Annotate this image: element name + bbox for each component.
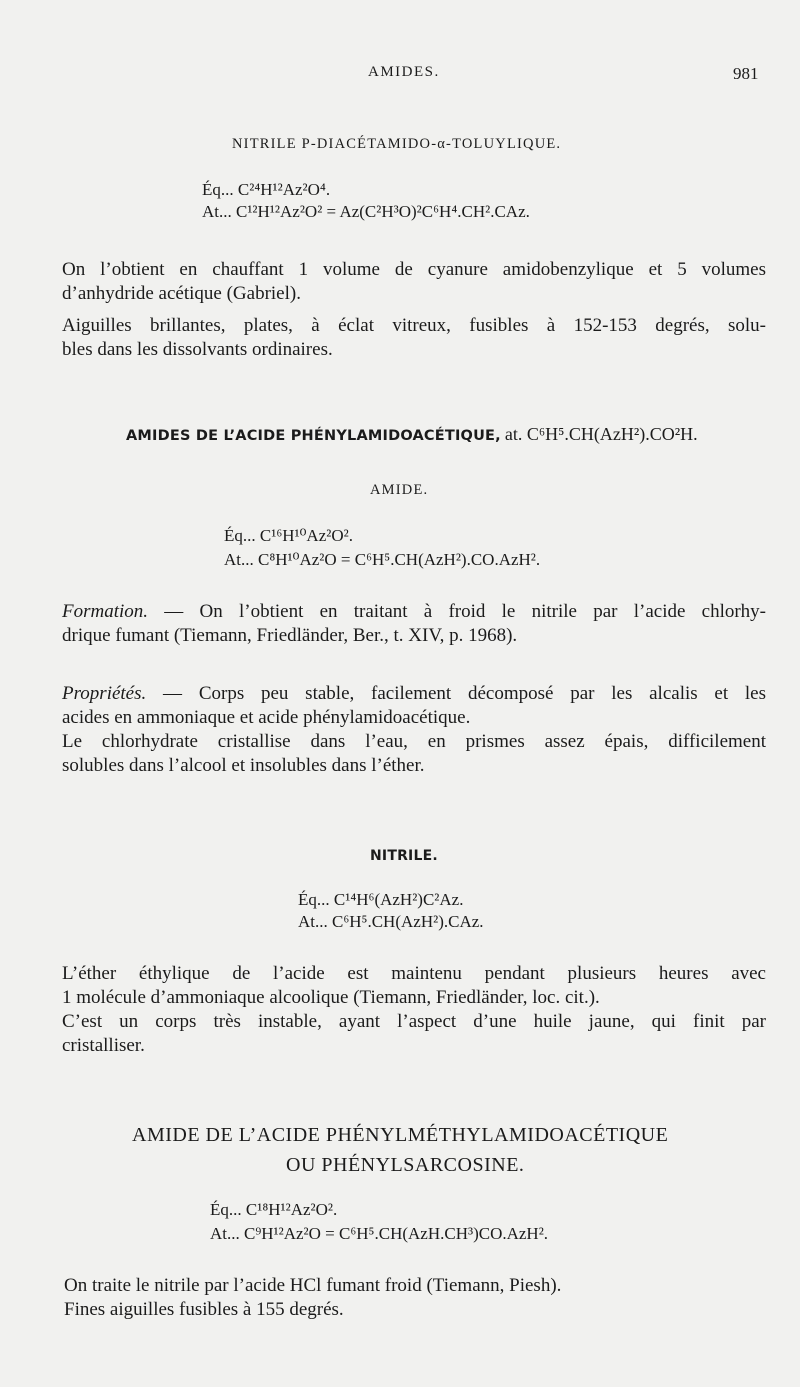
section-title-nitrile-diacetamido: NITRILE P-DIACÉTAMIDO-α-TOLUYLIQUE.: [232, 136, 562, 152]
proprietes-label: Propriétés.: [62, 683, 147, 704]
formula-eq: Éq... C¹⁶H¹⁰Az²O².: [224, 526, 353, 545]
paragraph-preparation: On l’obtient en chauffant 1 volume de cyanure amidobenzylique et 5 volumes d’anhydride acétique (Gabriel).: [62, 259, 766, 304]
subtitle-amide: AMIDE.: [370, 482, 429, 498]
running-title: AMIDES.: [368, 64, 440, 80]
page-number: 981: [733, 64, 759, 83]
formula-eq: Éq... C²⁴H¹²Az²O⁴.: [202, 180, 331, 199]
formula-at: At... C⁸H¹⁰Az²O = C⁶H⁵.CH(AzH²).CO.AzH².: [224, 550, 541, 569]
section-title-phenylmethylamidoacetique: AMIDE DE L’ACIDE PHÉNYLMÉTHYLAMIDOACÉTIQUE: [132, 1124, 669, 1146]
section-title-phenylamidoacetique: AMIDES DE L’ACIDE PHÉNYLAMIDOACÉTIQUE, at. C⁶H⁵.CH(AzH²).CO²H.: [126, 424, 698, 444]
formula-at: At... C¹²H¹²Az²O² = Az(C²H³O)²C⁶H⁴.CH².CAz.: [202, 202, 530, 221]
section-subtitle-phenylsarcosine: OU PHÉNYLSARCOSINE.: [286, 1154, 525, 1176]
paragraph-ether: L’éther éthylique de l’acide est maintenu pendant plusieurs heures avec 1 molécule d’ammoniaque alcoolique (Tiemann, Friedländer, loc. cit.). C’est un corps très instable, ayant l’aspect d’une huile jaune, qui finit par cristalliser.: [62, 963, 766, 1056]
formula-at: At... C⁶H⁵.CH(AzH²).CAz.: [298, 912, 484, 931]
formula-eq: Éq... C¹⁴H⁶(AzH²)C²Az.: [298, 890, 464, 909]
paragraph-properties: Aiguilles brillantes, plates, à éclat vitreux, fusibles à 152-153 degrés, solu- bles dans les dissolvants ordinaires.: [62, 315, 766, 360]
formula-eq: Éq... C¹⁸H¹²Az²O².: [210, 1200, 338, 1219]
formation-label: Formation.: [62, 601, 149, 622]
paragraph-phenylsarcosine: On traite le nitrile par l’acide HCl fumant froid (Tiemann, Piesh). Fines aiguilles fusibles à 155 degrés.: [64, 1275, 562, 1320]
paragraph-proprietes: Propriétés. — Corps peu stable, facilement décomposé par les alcalis et les acides en ammoniaque et acide phénylamidoacétique. Le chlorhydrate cristallise dans l’eau, en prismes assez épais, difficilement solubles dans l’alcool et insolubles dans l’éther.: [62, 683, 767, 776]
paragraph-formation: Formation. — On l’obtient en traitant à froid le nitrile par l’acide chlorhy- drique fumant (Tiemann, Friedländer, Ber., t. XIV, p. 1968).: [62, 601, 767, 646]
formula-at: At... C⁹H¹²Az²O = C⁶H⁵.CH(AzH.CH³)CO.AzH².: [210, 1224, 549, 1243]
subtitle-nitrile: NITRILE.: [370, 848, 438, 864]
